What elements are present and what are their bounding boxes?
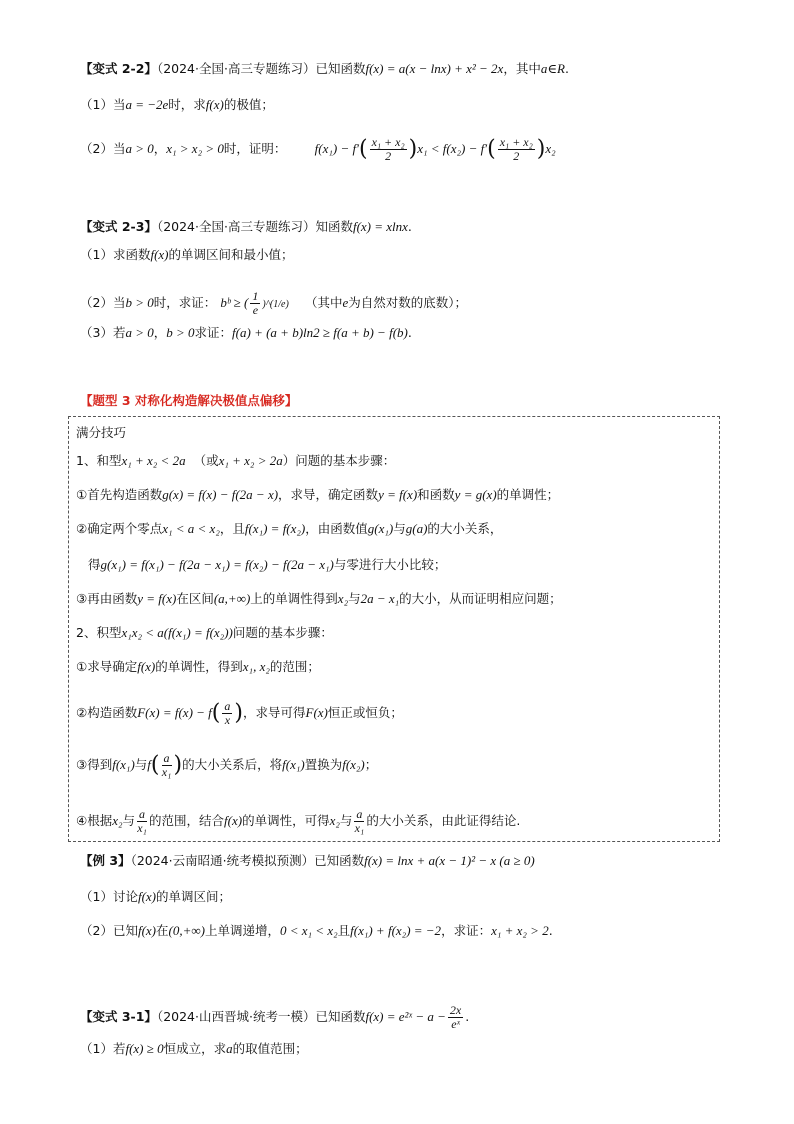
condition-formula: a∈R [540,61,565,76]
sum-step-1: ①首先构造函数g(x) = f(x) − f(2a − x)，求导，确定函数y = f(x)和函数y = g(x)的单调性； [76,487,560,502]
variant-2-2-question-2: （2）当a > 0，x₁ > x₂ > 0时，证明： f(x₁) − f′( $\frac{\text{x₁ + x₂}}{2}$ )x₁ < f(x₂) − f′( $\frac{\text{x₁ + x₂}}{2}$ )x₂ [80,135,556,163]
variant-2-3-heading: 【变式 2-3】（2024·全国·高三专题练习）知函数f(x) = xlnx. [80,219,412,234]
variant-2-3-question-3: （3）若a > 0，b > 0求证：f(a) + (a + b)ln2 ≥ f(a + b) − f(b). [80,325,412,340]
product-step-4: ④根据x₂与 $\frac{a}{\text{x₁}}$ 的范围，结合f(x)的单调性，可得x₂与 $\frac{a}{\text{x₁}}$ 的大小关系，由此证得结论. [76,807,521,835]
product-step-1: ①求导确定f(x)的单调性，得到x₁, x₂的范围； [76,659,320,674]
variant-2-2-question-1: （1）当a = −2e时，求f(x)的极值； [80,97,274,112]
product-step-2: ②构造函数F(x) = f(x) − f( $\frac{a}{x}$ )，求导可得F(x)恒正或恒负； [76,699,403,727]
variant-3-1-heading: 【变式 3-1】（2024·山西晋城·统考一模）已知函数f(x) = e²ˣ − a − $\frac{2x}{\text{eˣ}}$ . [80,1003,470,1031]
product-step-3: ③得到f(x₁)与f( $\frac{a}{\text{x₁}}$ )的大小关系后，将f(x₁)置换为f(x₂)； [76,751,378,779]
function-formula: f(x) = e²ˣ − a − [365,1009,446,1024]
variant-2-2-heading: 【变式 2-2】（2024·全国·高三专题练习）已知函数f(x) = a(x − lnx) + x² − 2x，其中a∈R. [80,61,569,76]
text: ，其中 [503,61,541,76]
tips-title: 满分技巧 [76,425,127,440]
fraction: $\frac{a}{x}$ [224,699,231,727]
variant-3-1-question-1: （1）若f(x) ≥ 0恒成立，求a的取值范围； [80,1041,308,1056]
product-type-heading: 2、积型x₁x₂ < a(f(x₁) = f(x₂))问题的基本步骤： [76,625,333,640]
section-title: 【题型 3 对称化构造解决极值点偏移】 [80,393,298,408]
fraction: $\frac{1}{e}$ [252,289,259,317]
fraction: $\frac{2x}{\text{eˣ}}$ [449,1003,462,1031]
sum-step-2: ②确定两个零点x₁ < a < x₂，且f(x₁) = f(x₂)，由函数值g(x₁)与g(a)的大小关系， [76,521,503,536]
example-3-heading [80,852,535,871]
function-formula: f(x) = lnx + a(x − 1)² − x (a ≥ 0) [364,853,535,868]
inequality-part: f(x₁) − f′ [314,141,359,156]
variant-source: （2024·全国·高三专题练习）已知函数 [156,61,366,76]
fraction: $\frac{\text{x₁ + x₂}}{2}$ [499,135,533,163]
sum-step-2-continued: 得g(x₁) = f(x₁) − f(2a − x₁) = f(x₂) − f(2a − x₁)与零进行大小比较； [88,557,447,572]
fraction: $\frac{\text{x₁ + x₂}}{2}$ [371,135,405,163]
variant-2-3-question-1: （1）求函数f(x)的单调区间和最小值； [80,247,294,262]
variant-label: 【变式 2-3】 [80,219,157,234]
sum-type-heading: 1、和型x₁ + x₂ < 2a （或x₁ + x₂ > 2a）问题的基本步骤： [76,453,396,468]
function-formula: f(x) = xlnx [352,219,408,234]
variant-source: （2024·全国·高三专题练习）知函数 [156,219,353,234]
sum-step-3: ③再由函数y = f(x)在区间(a,+∞)上的单调性得到x₂与2a − x₁的大小，从而证明相应问题； [76,591,562,606]
inequality-part: bᵇ ≥ ( [220,295,249,310]
fraction: $\frac{a}{\text{x₁}}$ [137,807,147,835]
variant-label: 【变式 2-2】 [80,61,157,76]
example-3-question-1: （1）讨论f(x)的单调区间； [80,889,232,904]
fraction: $\frac{a}{\text{x₁}}$ [161,751,172,779]
example-3-question-2: （2）已知f(x)在(0,+∞)上单调递增，0 < x₁ < x₂且f(x₁) + f(x₂) = −2，求证：x₁ + x₂ > 2. [80,923,553,938]
example-source: （2024·云南昭通·统考模拟预测）已知函数 [130,853,365,868]
variant-source: （2024·山西晋城·统考一模）已知函数 [156,1009,366,1024]
variant-label: 【变式 3-1】 [80,1009,157,1024]
example-label: 【例 3】 [80,853,131,868]
function-formula: f(x) = a(x − lnx) + x² − 2x [365,61,504,76]
variant-2-3-question-2: （2）当b > 0时，求证： bᵇ ≥ ( $\frac{1}{e}$ )^(1/e) （其中e为自然对数的底数）； [80,289,467,317]
fraction: $\frac{a}{\text{x₁}}$ [354,807,365,835]
inequality-part: x₁ < f(x₂) − f′ [417,141,488,156]
